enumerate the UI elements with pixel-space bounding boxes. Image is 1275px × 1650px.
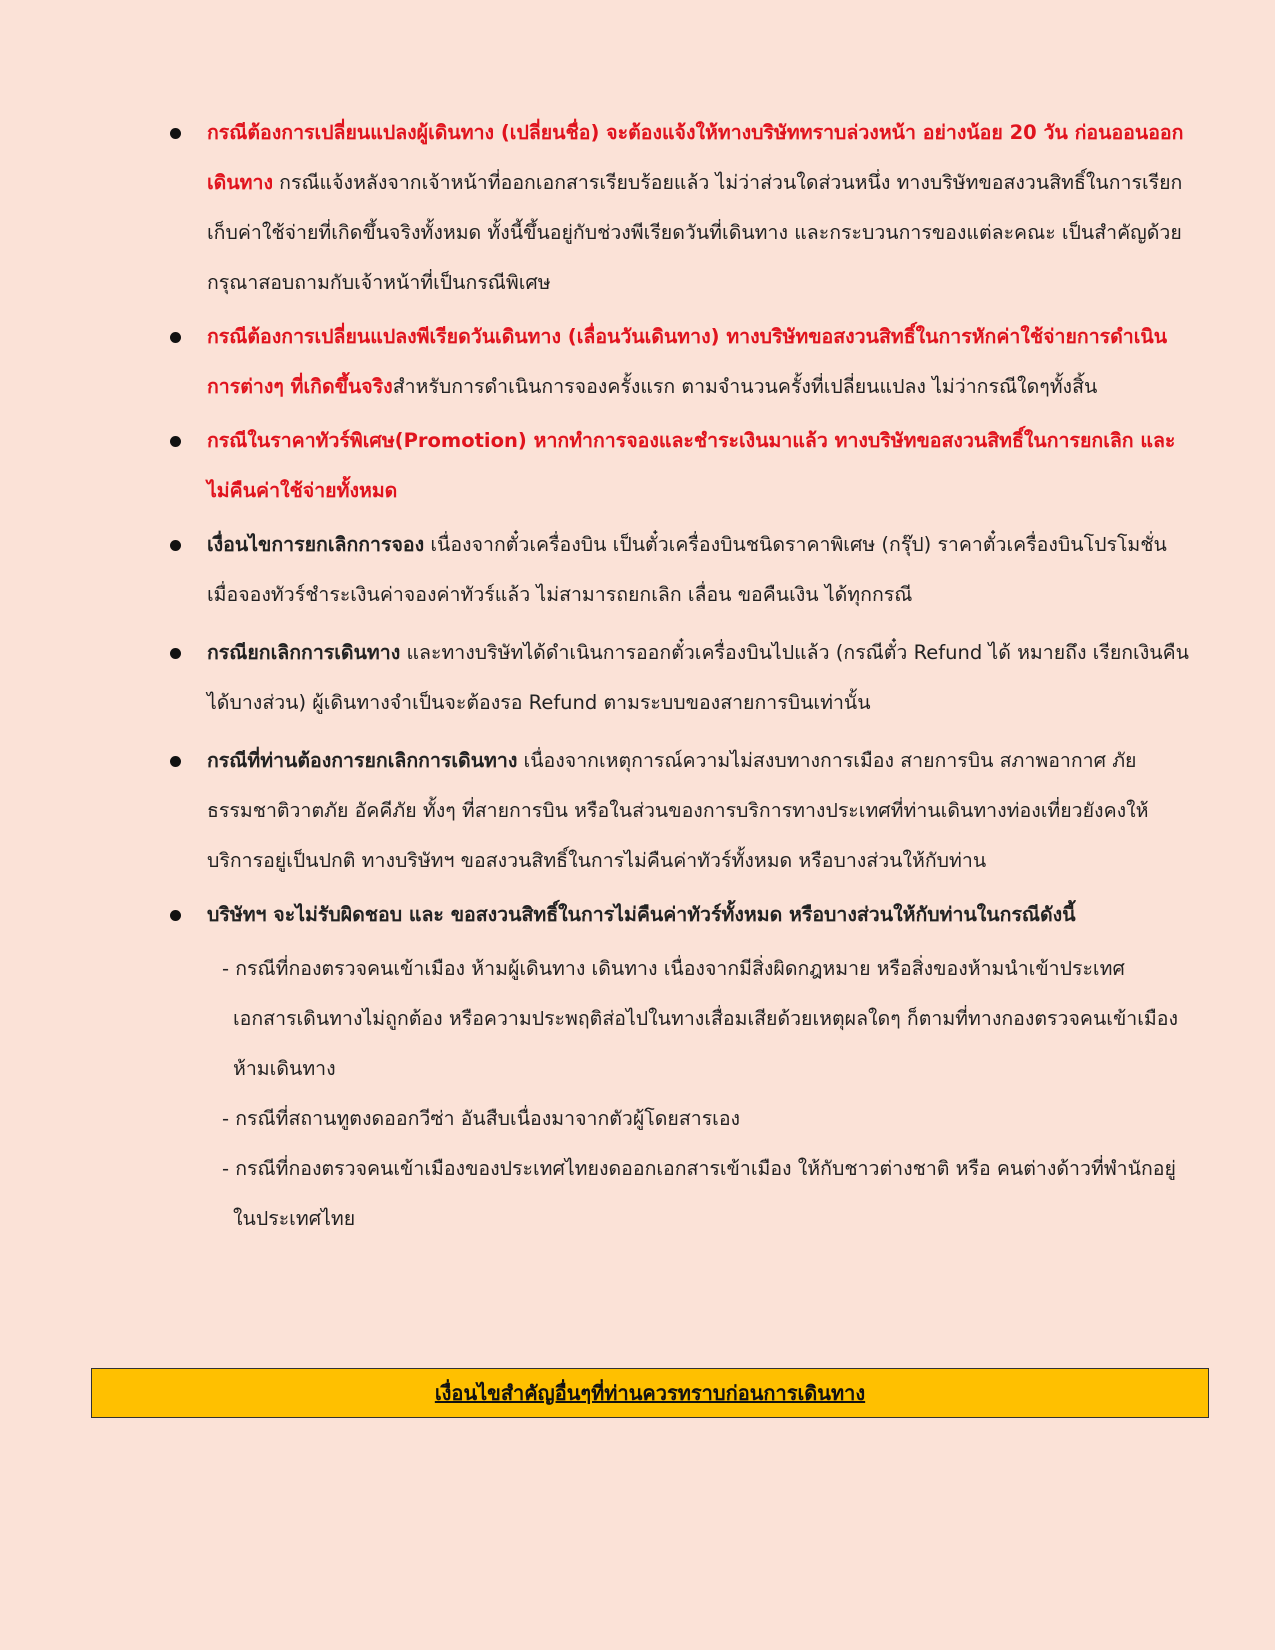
sub-item: - กรณีที่สถานทูตงดออกวีซ่า อันสืบเนื่องมาจากตัวผู้โดยสารเอง — [222, 1107, 741, 1130]
section-banner: เงื่อนไขสำคัญอื่นๆที่ท่านควรทราบก่อนการเดินทาง — [91, 1368, 1209, 1418]
item-text: เนื่องจากเหตุการณ์ความไม่สงบทางการเมือง สายการบิน สภาพอากาศ ภัยธรรมชาติวาตภัย อัคคีภัย ทั้งๆ ที่สายการบิน หรือในส่วนของการบริการทางประเทศที่ท่านเดินทางท่องเที่ยวยังคงให้บริการอยู่เป็นปกติ ทางบริษัทฯ ขอสงวนสิทธิ์ในการไม่คืนค่าทัวร์ทั้งหมด หรือบางส่วนให้กับท่าน — [207, 749, 1149, 872]
list-item — [160, 890, 1190, 940]
bullet-icon — [170, 910, 181, 921]
item-highlight: กรณีต้องการเปลี่ยนแปลงผู้เดินทาง (เปลี่ยนชื่อ) จะต้องแจ้งให้ทางบริษัททราบล่วงหน้า อย่างน้อย 20 วัน ก่อนออนออกเดินทาง — [207, 121, 1184, 194]
bullet-icon — [170, 540, 181, 551]
item-heading: กรณียกเลิกการเดินทาง — [207, 641, 401, 664]
list-item — [160, 312, 1190, 412]
sub-item: - กรณีที่กองตรวจคนเข้าเมืองของประเทศไทยงดออกเอกสารเข้าเมือง ให้กับชาวต่างชาติ หรือ คนต่างด้าวที่พำนักอยู่ในประเทศไทย — [222, 1157, 1176, 1230]
item-text: กรณีแจ้งหลังจากเจ้าหน้าที่ออกเอกสารเรียบร้อยแล้ว ไม่ว่าส่วนใดส่วนหนึ่ง ทางบริษัทขอสงวนสิทธิ์ในการเรียกเก็บค่าใช้จ่ายที่เกิดขึ้นจริงทั้งหมด ทั้งนี้ขึ้นอยู่กับช่วงพีเรียดวันที่เดินทาง และกระบวนการของแต่ละคณะ เป็นสำคัญด้วย กรุณาสอบถามกับเจ้าหน้าที่เป็นกรณีพิเศษ — [207, 171, 1183, 294]
list-item — [160, 628, 1190, 728]
item-text: สำหรับการดำเนินการจองครั้งแรก ตามจำนวนครั้งที่เปลี่ยนแปลง ไม่ว่ากรณีใดๆทั้งสิ้น — [392, 375, 1098, 398]
item-heading: เงื่อนไขการยกเลิกการจอง — [207, 533, 425, 556]
item-heading: กรณีที่ท่านต้องการยกเลิกการเดินทาง — [207, 749, 518, 772]
item-heading: บริษัทฯ จะไม่รับผิดชอบ และ ขอสงวนสิทธิ์ในการไม่คืนค่าทัวร์ทั้งหมด หรือบางส่วนให้กับท่านในกรณีดังนี้ — [207, 903, 1076, 926]
bullet-icon — [170, 756, 181, 767]
bullet-icon — [170, 648, 181, 659]
item-text: เนื่องจากตั๋วเครื่องบิน เป็นตั๋วเครื่องบินชนิดราคาพิเศษ (กรุ๊ป) ราคาตั๋วเครื่องบินโปรโมชั่น เมื่อจองทัวร์ชำระเงินค่าจองค่าทัวร์แล้ว ไม่สามารถยกเลิก เลื่อน ขอคืนเงิน ได้ทุกกรณี — [207, 533, 1167, 606]
item-highlight: กรณีต้องการเปลี่ยนแปลงพีเรียดวันเดินทาง (เลื่อนวันเดินทาง) ทางบริษัทขอสงวนสิทธิ์ในการหักค่าใช้จ่ายการดำเนินการต่างๆ ที่เกิดขึ้นจริง — [207, 325, 1168, 398]
sub-item: - กรณีที่กองตรวจคนเข้าเมือง ห้ามผู้เดินทาง เดินทาง เนื่องจากมีสิ่งผิดกฎหมาย หรือสิ่งของห้ามนำเข้าประเทศ เอกสารเดินทางไม่ถูกต้อง หรือความประพฤติส่อไปในทางเสื่อมเสียด้วยเหตุผลใดๆ ก็ตามที่ทางกองตรวจคนเข้าเมืองห้ามเดินทาง — [222, 957, 1178, 1080]
list-item — [160, 108, 1190, 308]
item-text: และทางบริษัทได้ดำเนินการออกตั๋วเครื่องบินไปแล้ว (กรณีตั๋ว Refund ได้ หมายถึง เรียกเงินคืนได้บางส่วน) ผู้เดินทางจำเป็นจะต้องรอ Refund ตามระบบของสายการบินเท่านั้น — [207, 641, 1189, 714]
bullet-icon — [170, 332, 181, 343]
list-item — [160, 416, 1190, 516]
bullet-icon — [170, 128, 181, 139]
list-item — [160, 736, 1190, 886]
item-highlight: กรณีในราคาทัวร์พิเศษ(Promotion) หากทำการจองและชำระเงินมาแล้ว ทางบริษัทขอสงวนสิทธิ์ในการยกเลิก และไม่คืนค่าใช้จ่ายทั้งหมด — [207, 429, 1176, 502]
list-item — [160, 520, 1190, 620]
bullet-icon — [170, 436, 181, 447]
terms-section — [160, 108, 1190, 1244]
